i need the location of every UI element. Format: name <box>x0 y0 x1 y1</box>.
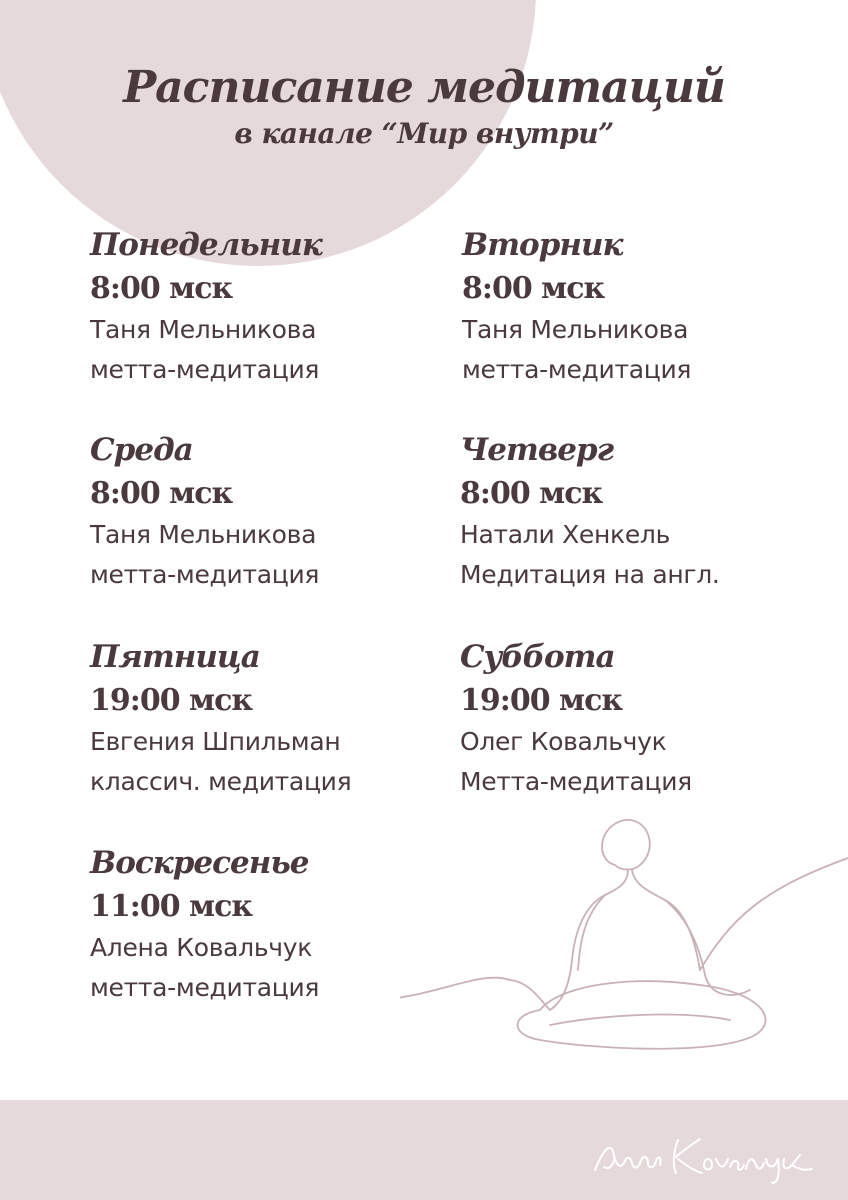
schedule-item-tuesday <box>462 222 792 390</box>
day-name: Пятница <box>90 639 260 675</box>
day-name: Четверг <box>460 432 614 468</box>
schedule-item-wednesday <box>90 427 420 595</box>
day-name: Вторник <box>462 227 623 263</box>
day-time: 11:00 мск <box>90 889 253 924</box>
day-host: Олег Ковальчук <box>460 727 667 756</box>
page-title: Расписание медитаций <box>123 62 725 113</box>
day-type: Метта-медитация <box>460 767 692 796</box>
day-host: Таня Мельникова <box>90 315 317 344</box>
day-name: Среда <box>90 432 193 468</box>
schedule-item-saturday <box>460 634 790 802</box>
day-time: 19:00 мск <box>460 683 623 718</box>
day-name: Суббота <box>460 639 615 675</box>
author-signature <box>590 1125 820 1185</box>
day-type: метта-медитация <box>90 560 320 589</box>
day-name: Воскресенье <box>90 845 309 881</box>
day-type: метта-медитация <box>90 355 320 384</box>
day-host: Таня Мельникова <box>462 315 689 344</box>
schedule-item-sunday <box>90 840 420 1008</box>
day-type: метта-медитация <box>90 973 320 1002</box>
day-time: 19:00 мск <box>90 683 253 718</box>
schedule-item-friday <box>90 634 420 802</box>
day-host: Евгения Шпильман <box>90 727 341 756</box>
day-type: Медитация на англ. <box>460 560 720 589</box>
day-name: Понедельник <box>90 227 322 263</box>
day-type: классич. медитация <box>90 767 352 796</box>
page-subtitle: в канале “Мир внутри” <box>234 117 614 150</box>
meditating-figure-illustration <box>400 810 848 1080</box>
schedule-item-thursday <box>460 427 790 595</box>
day-time: 8:00 мск <box>460 476 603 511</box>
day-time: 8:00 мск <box>90 271 233 306</box>
day-host: Натали Хенкель <box>460 520 671 549</box>
day-time: 8:00 мск <box>462 271 605 306</box>
day-host: Алена Ковальчук <box>90 933 313 962</box>
day-host: Таня Мельникова <box>90 520 317 549</box>
day-type: метта-медитация <box>462 355 692 384</box>
header <box>0 60 848 152</box>
schedule-item-monday <box>90 222 420 390</box>
day-time: 8:00 мск <box>90 476 233 511</box>
